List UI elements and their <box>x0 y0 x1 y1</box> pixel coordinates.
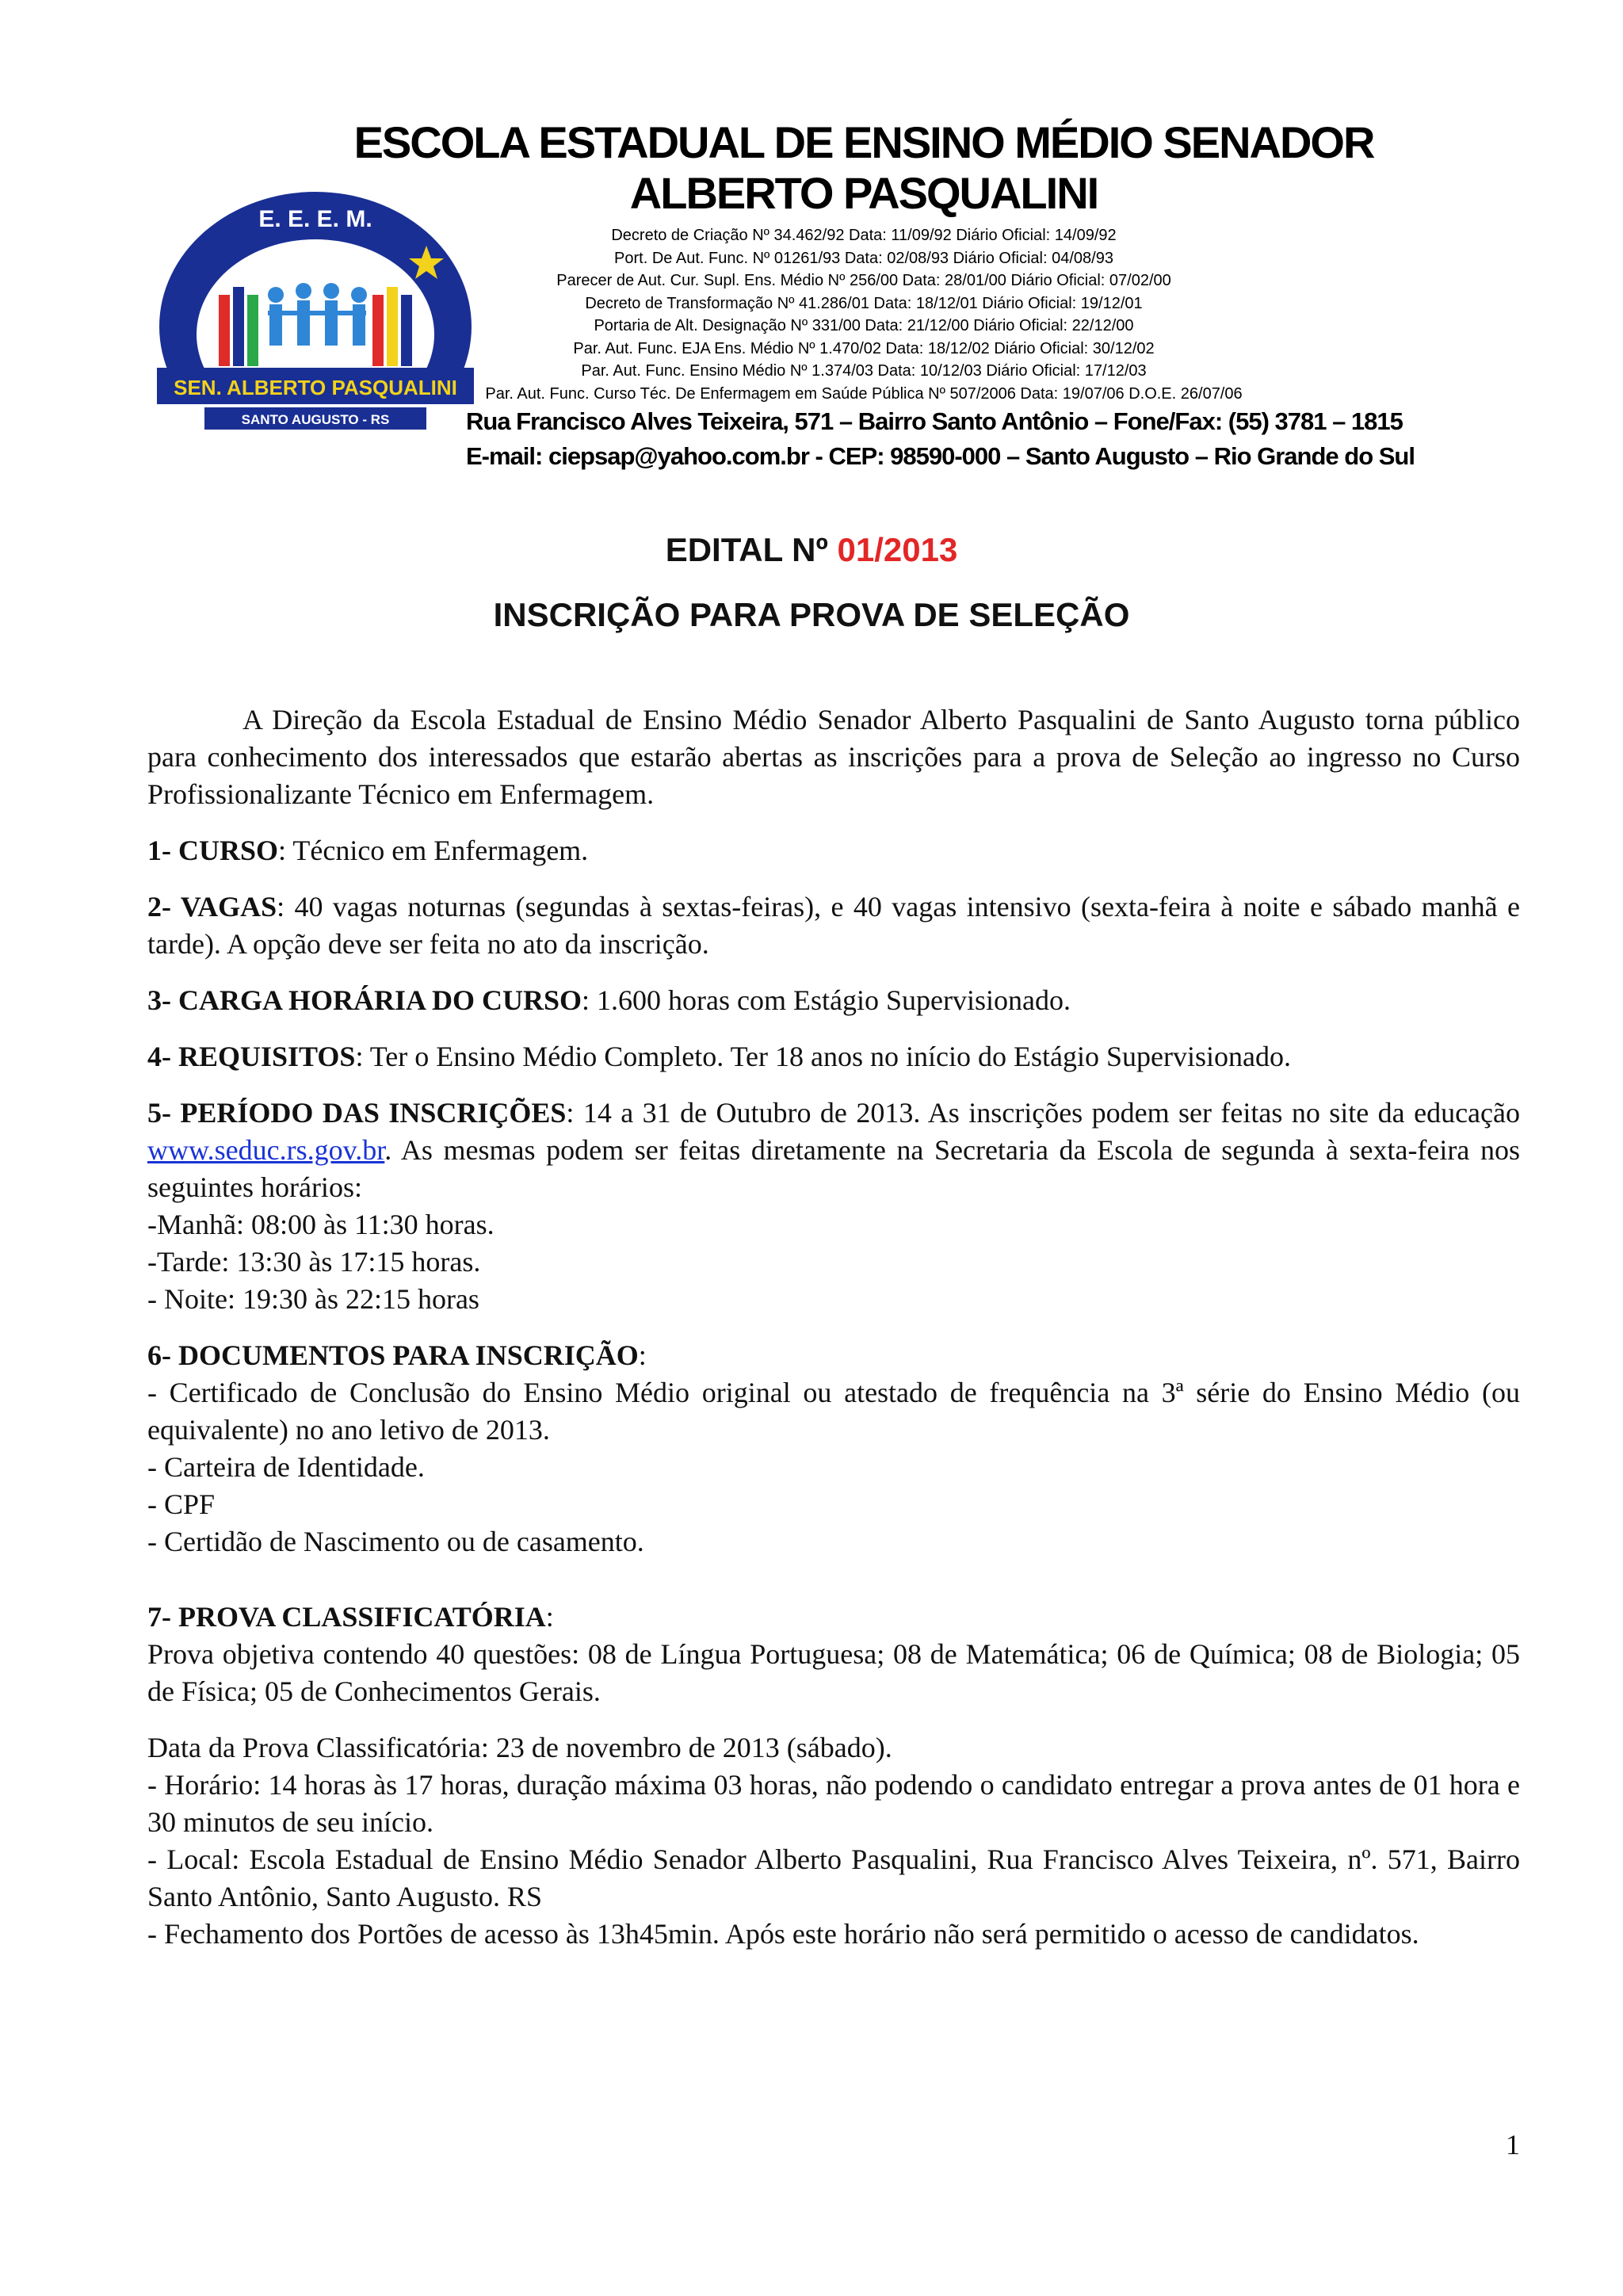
section-text: : Ter o Ensino Médio Completo. Ter 18 anos no início do Estágio Supervisionado. <box>355 1041 1291 1072</box>
edital-subtitle: INSCRIÇÃO PARA PROVA DE SELEÇÃO <box>493 596 1130 633</box>
section-vagas <box>147 888 1520 963</box>
schedule-item: - Noite: 19:30 às 22:15 horas <box>147 1283 479 1315</box>
decree-line: Decreto de Transformação Nº 41.286/01 Data: 18/12/01 Diário Oficial: 19/12/01 <box>585 294 1143 312</box>
edital-number: 01/2013 <box>837 531 958 568</box>
section-colon: : <box>545 1601 554 1633</box>
logo-top-text: E. E. E. M. <box>258 206 372 232</box>
logo-school-name: SEN. ALBERTO PASQUALINI <box>174 376 457 399</box>
section-carga-horaria <box>147 982 1520 1019</box>
edital-title <box>0 531 1623 569</box>
decree-line: Par. Aut. Func. Curso Téc. De Enfermagem em Saúde Pública Nº 507/2006 Data: 19/07/06 D.O.E. 26/07/06 <box>485 384 1243 403</box>
schedule-item: -Manhã: 08:00 às 11:30 horas. <box>147 1209 495 1240</box>
section-label: 4- REQUISITOS <box>147 1041 356 1072</box>
section-label: 5- PERÍODO DAS INSCRIÇÕES <box>147 1097 567 1129</box>
decree-list <box>460 224 1268 405</box>
decree-line: Parecer de Aut. Cur. Supl. Ens. Médio Nº 256/00 Data: 28/01/00 Diário Oficial: 07/02/00 <box>556 272 1171 289</box>
decree-line: Par. Aut. Func. EJA Ens. Médio Nº 1.470/02 Data: 18/12/02 Diário Oficial: 30/12/02 <box>573 339 1155 357</box>
decree-line: Portaria de Alt. Designação Nº 331/00 Data: 21/12/00 Diário Oficial: 22/12/00 <box>594 317 1134 334</box>
section-label: 2- VAGAS <box>147 891 277 923</box>
intro-paragraph: A Direção da Escola Estadual de Ensino Médio Senador Alberto Pasqualini de Santo Augusto torna público para conhecimento dos interessados que estarão abertas as inscrições para a prova de Seleção ao ingresso no Curso Profissionalizante Técnico em Enfermagem. <box>147 704 1520 810</box>
decree-line: Port. De Aut. Func. Nº 01261/93 Data: 02/08/93 Diário Oficial: 04/08/93 <box>614 249 1113 267</box>
section-text: : 40 vagas noturnas (segundas à sextas-feiras), e 40 vagas intensivo (sexta-feira à noite e sábado manhã e tarde). A opção deve ser feita no ato da inscrição. <box>147 891 1520 960</box>
exam-date: Data da Prova Classificatória: 23 de novembro de 2013 (sábado). <box>147 1732 892 1763</box>
exam-item: - Horário: 14 horas às 17 horas, duração máxima 03 horas, não podendo o candidato entregar a prova antes de 01 hora e 30 minutos de seu início. <box>147 1769 1520 1838</box>
edital-label: EDITAL Nº <box>665 531 838 568</box>
schedule-item: -Tarde: 13:30 às 17:15 horas. <box>147 1246 481 1278</box>
document-body <box>147 701 1520 1953</box>
document-item: - CPF <box>147 1488 216 1520</box>
decree-line: Decreto de Criação Nº 34.462/92 Data: 11/09/92 Diário Oficial: 14/09/92 <box>611 227 1117 244</box>
contact-address: Rua Francisco Alves Teixeira, 571 – Bairro Santo Antônio – Fone/Fax: (55) 3781 – 1815 <box>466 407 1403 435</box>
decree-line: Par. Aut. Func. Ensino Médio Nº 1.374/03 Data: 10/12/03 Diário Oficial: 17/12/03 <box>581 362 1147 380</box>
section-periodo <box>147 1095 1520 1206</box>
school-title-line1: ESCOLA ESTADUAL DE ENSINO MÉDIO SENADOR <box>353 117 1374 167</box>
section-label: 1- CURSO <box>147 835 279 866</box>
contact-email: E-mail: ciepsap@yahoo.com.br - CEP: 98590-000 – Santo Augusto – Rio Grande do Sul <box>466 442 1415 470</box>
document-item: - Carteira de Identidade. <box>147 1451 425 1483</box>
school-title-line2: ALBERTO PASQUALINI <box>629 168 1098 218</box>
section-colon: : <box>638 1339 647 1371</box>
section-text: . As mesmas podem ser feitas diretamente na Secretaria da Escola de segunda à sexta-feira nos seguintes horários: <box>147 1134 1520 1203</box>
section-prova <box>147 1599 1520 1636</box>
section-documentos <box>147 1337 1520 1374</box>
exam-item: - Local: Escola Estadual de Ensino Médio Senador Alberto Pasqualini, Rua Francisco Alves Teixeira, nº. 571, Bairro Santo Antônio, Santo Augusto. RS <box>147 1843 1520 1912</box>
page-number: 1 <box>1506 2129 1520 2160</box>
exam-item: - Fechamento dos Portões de acesso às 13h45min. Após este horário não será permitido o acesso de candidatos. <box>147 1918 1419 1950</box>
section-text: : 14 a 31 de Outubro de 2013. As inscrições podem ser feitas no site da educação <box>566 1097 1520 1129</box>
seduc-link[interactable]: www.seduc.rs.gov.br <box>147 1134 385 1166</box>
prova-description: Prova objetiva contendo 40 questões: 08 de Língua Portuguesa; 08 de Matemática; 06 de Química; 08 de Biologia; 05 de Física; 05 de Conhecimentos Gerais. <box>147 1638 1520 1707</box>
section-text: : 1.600 horas com Estágio Supervisionado. <box>582 984 1071 1016</box>
section-label: 3- CARGA HORÁRIA DO CURSO <box>147 984 582 1016</box>
section-curso <box>147 832 1520 869</box>
section-label: 7- PROVA CLASSIFICATÓRIA <box>147 1601 546 1633</box>
section-text: : Técnico em Enfermagem. <box>278 835 589 866</box>
document-item: - Certificado de Conclusão do Ensino Médio original ou atestado de frequência na 3ª série do Ensino Médio (ou equivalente) no ano letivo de 2013. <box>147 1377 1520 1446</box>
section-label: 6- DOCUMENTOS PARA INSCRIÇÃO <box>147 1339 639 1371</box>
logo-city: SANTO AUGUSTO - RS <box>241 412 390 427</box>
section-requisitos <box>147 1038 1520 1075</box>
document-item: - Certidão de Nascimento ou de casamento. <box>147 1526 644 1557</box>
